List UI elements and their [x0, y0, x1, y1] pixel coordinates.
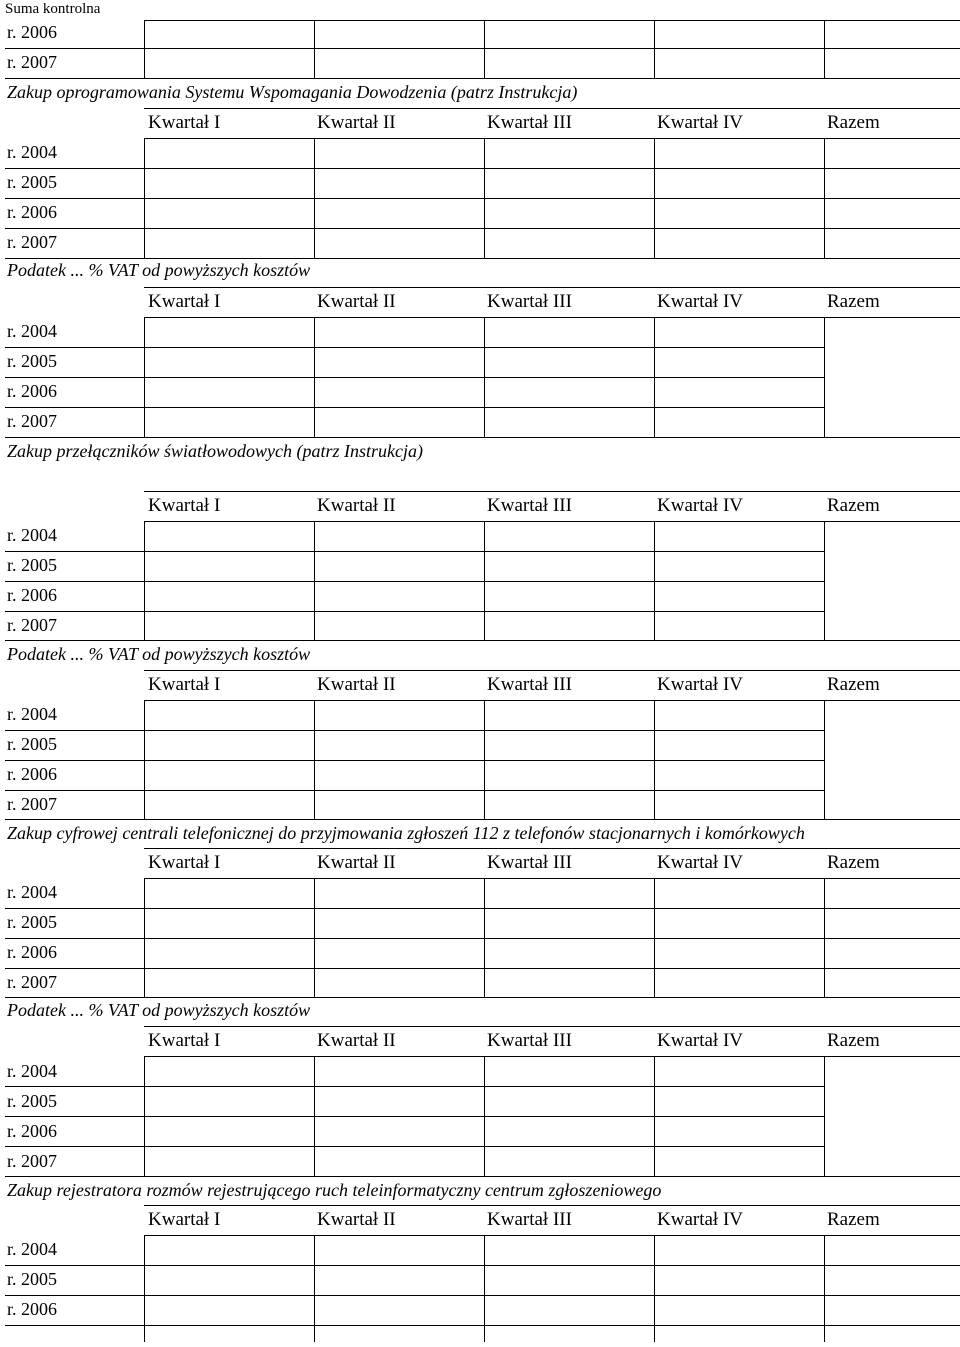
header-kwartal-1: Kwartał I [148, 1209, 221, 1230]
grid-line [5, 48, 960, 49]
grid-line [144, 138, 145, 258]
header-kwartal-2: Kwartał II [317, 495, 396, 516]
grid-line [824, 700, 825, 819]
grid-line [144, 670, 960, 671]
row-label: r. 2007 [7, 615, 58, 635]
header-kwartal-4: Kwartał IV [657, 112, 743, 133]
grid-line [5, 1146, 824, 1147]
grid-line [5, 377, 824, 378]
grid-line [144, 20, 145, 78]
grid-line [144, 108, 960, 109]
grid-line [5, 228, 960, 229]
grid-line [144, 20, 960, 21]
grid-line [144, 700, 960, 701]
section-title: Podatek ... % VAT od powyższych kosztów [7, 644, 311, 664]
grid-line [5, 407, 824, 408]
row-label: r. 2005 [7, 555, 58, 575]
grid-line [5, 997, 960, 998]
section-title: Podatek ... % VAT od powyższych kosztów [7, 1000, 311, 1020]
header-kwartal-3: Kwartał III [487, 1209, 572, 1230]
grid-line [144, 1056, 960, 1057]
grid-line [824, 20, 825, 78]
row-label: r. 2005 [7, 1269, 58, 1289]
row-label: r. 2006 [7, 585, 58, 605]
grid-line [144, 1235, 145, 1342]
row-label: r. 2007 [7, 972, 58, 992]
header-razem: Razem [827, 112, 880, 133]
grid-line [824, 521, 825, 640]
row-label: r. 2006 [7, 202, 58, 222]
grid-line [144, 521, 145, 640]
grid-line [5, 581, 824, 582]
row-label: r. 2004 [7, 1239, 58, 1259]
grid-line [824, 878, 825, 997]
header-kwartal-2: Kwartał II [317, 1209, 396, 1230]
header-kwartal-4: Kwartał IV [657, 1030, 743, 1051]
row-label: r. 2004 [7, 321, 58, 341]
row-label: r. 2006 [7, 942, 58, 962]
grid-line [144, 878, 960, 879]
grid-line [5, 78, 960, 79]
header-kwartal-3: Kwartał III [487, 852, 572, 873]
grid-line [654, 20, 655, 78]
grid-line [5, 1116, 824, 1117]
grid-line [5, 730, 824, 731]
row-label: r. 2007 [7, 794, 58, 814]
grid-line [5, 908, 960, 909]
header-kwartal-1: Kwartał I [148, 112, 221, 133]
header-kwartal-2: Kwartał II [317, 674, 396, 695]
grid-line [5, 437, 960, 438]
grid-line [5, 198, 960, 199]
grid-line [5, 1086, 824, 1087]
row-label: r. 2007 [7, 1151, 58, 1171]
row-label: r. 2005 [7, 912, 58, 932]
grid-line [484, 1056, 485, 1176]
grid-line [5, 551, 824, 552]
grid-line [314, 1235, 315, 1342]
header-razem: Razem [827, 1209, 880, 1230]
grid-line [5, 968, 960, 969]
header-kwartal-4: Kwartał IV [657, 1209, 743, 1230]
grid-line [5, 1295, 960, 1296]
row-label: r. 2004 [7, 525, 58, 545]
header-kwartal-2: Kwartał II [317, 112, 396, 133]
grid-line [824, 1056, 825, 1176]
section-title: Zakup oprogramowania Systemu Wspomagania Dowodzenia (patrz Instrukcja) [7, 82, 578, 102]
grid-line [144, 1056, 145, 1176]
row-label: r. 2004 [7, 1061, 58, 1081]
header-kwartal-2: Kwartał II [317, 291, 396, 312]
grid-line [824, 138, 825, 258]
grid-line [484, 20, 485, 78]
grid-line [654, 1235, 655, 1342]
header-razem: Razem [827, 1030, 880, 1051]
section-title: Zakup przełączników światłowodowych (patrz Instrukcja) [7, 441, 423, 461]
grid-line [5, 938, 960, 939]
row-label: r. 2005 [7, 172, 58, 192]
header-kwartal-4: Kwartał IV [657, 291, 743, 312]
header-kwartal-4: Kwartał IV [657, 674, 743, 695]
header-razem: Razem [827, 291, 880, 312]
row-label: r. 2007 [7, 52, 58, 72]
grid-line [144, 521, 960, 522]
grid-line [5, 258, 960, 259]
grid-line [484, 700, 485, 819]
grid-line [144, 287, 960, 288]
grid-line [5, 640, 960, 641]
header-kwartal-3: Kwartał III [487, 1030, 572, 1051]
grid-line [314, 700, 315, 819]
header-kwartal-1: Kwartał I [148, 291, 221, 312]
checksum-label: Suma kontrolna [5, 1, 101, 17]
header-kwartal-4: Kwartał IV [657, 495, 743, 516]
grid-line [824, 317, 825, 437]
grid-line [5, 760, 824, 761]
grid-line [654, 138, 655, 258]
header-razem: Razem [827, 674, 880, 695]
row-label: r. 2004 [7, 704, 58, 724]
header-kwartal-2: Kwartał II [317, 852, 396, 873]
header-kwartal-3: Kwartał III [487, 112, 572, 133]
header-kwartal-3: Kwartał III [487, 674, 572, 695]
grid-line [144, 138, 960, 139]
header-kwartal-1: Kwartał I [148, 1030, 221, 1051]
row-label: r. 2007 [7, 411, 58, 431]
grid-line [5, 347, 824, 348]
grid-line [144, 317, 960, 318]
grid-line [824, 1235, 825, 1342]
grid-line [144, 700, 145, 819]
header-kwartal-3: Kwartał III [487, 291, 572, 312]
grid-line [144, 491, 960, 492]
section-title: Zakup cyfrowej centrali telefonicznej do przyjmowania zgłoszeń 112 z telefonów stacjonarnych i komórkowych [7, 823, 805, 843]
grid-line [5, 790, 824, 791]
grid-line [484, 138, 485, 258]
grid-line [5, 168, 960, 169]
grid-line [484, 317, 485, 437]
row-label: r. 2006 [7, 22, 58, 42]
grid-line [144, 1235, 960, 1236]
grid-line [314, 1056, 315, 1176]
grid-line [314, 138, 315, 258]
row-label: r. 2007 [7, 232, 58, 252]
grid-line [654, 521, 655, 640]
grid-line [5, 1325, 960, 1326]
section-title: Zakup rejestratora rozmów rejestrującego ruch teleinformatyczny centrum zgłoszeniowego [7, 1180, 662, 1200]
grid-line [314, 878, 315, 997]
header-razem: Razem [827, 495, 880, 516]
grid-line [654, 317, 655, 437]
grid-line [654, 1056, 655, 1176]
grid-line [314, 521, 315, 640]
grid-line [314, 317, 315, 437]
grid-line [654, 700, 655, 819]
grid-line [144, 317, 145, 437]
header-kwartal-1: Kwartał I [148, 674, 221, 695]
grid-line [144, 1205, 960, 1206]
row-label: r. 2004 [7, 882, 58, 902]
grid-line [5, 1176, 960, 1177]
row-label: r. 2005 [7, 351, 58, 371]
grid-line [144, 878, 145, 997]
row-label: r. 2004 [7, 142, 58, 162]
grid-line [484, 521, 485, 640]
header-kwartal-1: Kwartał I [148, 495, 221, 516]
header-kwartal-1: Kwartał I [148, 852, 221, 873]
row-label: r. 2005 [7, 1091, 58, 1111]
grid-line [144, 1026, 960, 1027]
header-kwartal-2: Kwartał II [317, 1030, 396, 1051]
section-title: Podatek ... % VAT od powyższych kosztów [7, 260, 311, 280]
header-razem: Razem [827, 852, 880, 873]
grid-line [314, 20, 315, 78]
row-label: r. 2006 [7, 381, 58, 401]
grid-line [654, 878, 655, 997]
grid-line [484, 878, 485, 997]
grid-line [5, 1265, 960, 1266]
row-label: r. 2006 [7, 1121, 58, 1141]
grid-line [5, 819, 960, 820]
grid-line [484, 1235, 485, 1342]
row-label: r. 2006 [7, 1299, 58, 1319]
row-label: r. 2006 [7, 764, 58, 784]
grid-line [5, 611, 824, 612]
header-kwartal-4: Kwartał IV [657, 852, 743, 873]
row-label: r. 2005 [7, 734, 58, 754]
header-kwartal-3: Kwartał III [487, 495, 572, 516]
grid-line [144, 848, 960, 849]
